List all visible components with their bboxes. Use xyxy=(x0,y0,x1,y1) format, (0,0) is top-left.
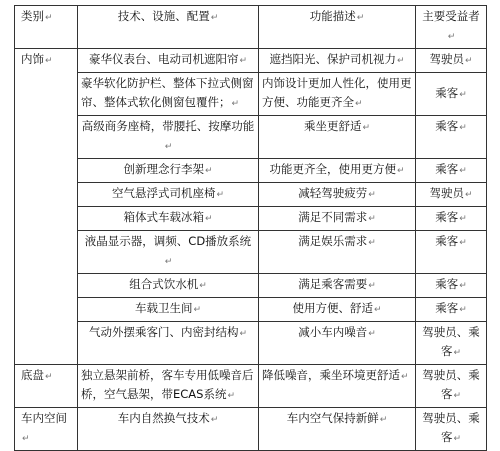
beneficiary-cell: 乘客↵ xyxy=(416,159,487,183)
table-row xyxy=(15,116,487,159)
beneficiary-cell: 驾驶员、乘客↵ xyxy=(416,365,487,408)
function-cell: 车内空气保持新鲜↵ xyxy=(259,408,416,451)
tech-cell: 组合式饮水机↵ xyxy=(78,274,259,298)
table-row xyxy=(15,365,487,408)
header-function: 功能描述↵ xyxy=(259,6,416,49)
tech-cell: 车载卫生间↵ xyxy=(78,298,259,322)
table-row xyxy=(15,408,487,451)
tech-cell: 箱体式车载冰箱↵ xyxy=(78,207,259,231)
function-cell: 内饰设计更加人性化，使用更方便、功能更齐全↵ xyxy=(259,73,416,116)
beneficiary-cell: 乘客↵ xyxy=(416,207,487,231)
tech-cell: 车内自然换气技术↵ xyxy=(78,408,259,451)
beneficiary-cell: 乘客↵ xyxy=(416,298,487,322)
function-cell: 降低噪音，乘坐环境更舒适↵ xyxy=(259,365,416,408)
tech-cell: 高级商务座椅，带腰托、按摩功能↵ xyxy=(78,116,259,159)
function-cell: 减轻驾驶疲劳↵ xyxy=(259,183,416,207)
features-table xyxy=(14,5,487,451)
tech-cell: 气动外摆乘客门、内密封结构↵ xyxy=(78,322,259,365)
beneficiary-cell: 驾驶员↵ xyxy=(416,49,487,73)
function-cell: 满足不同需求↵ xyxy=(259,207,416,231)
beneficiary-cell: 驾驶员↵ xyxy=(416,183,487,207)
beneficiary-cell: 驾驶员、乘客↵ xyxy=(416,322,487,365)
beneficiary-cell: 乘客↵ xyxy=(416,116,487,159)
tech-cell: 液晶显示器，调频、CD播放系统↵ xyxy=(78,231,259,274)
table-row xyxy=(15,159,487,183)
function-cell: 遮挡阳光、保护司机视力↵ xyxy=(259,49,416,73)
table-row xyxy=(15,183,487,207)
table-header-row xyxy=(15,6,487,49)
beneficiary-cell: 驾驶员、乘客↵ xyxy=(416,408,487,451)
header-category: 类别↵ xyxy=(15,6,78,49)
function-cell: 满足娱乐需求↵ xyxy=(259,231,416,274)
function-cell: 使用方便、舒适↵ xyxy=(259,298,416,322)
category-interior: 内饰↵ xyxy=(15,49,78,365)
tech-cell: 豪华仪表台、电动司机遮阳帘↵ xyxy=(78,49,259,73)
table-row xyxy=(15,49,487,73)
function-cell: 功能更齐全，使用更方便↵ xyxy=(259,159,416,183)
table-row xyxy=(15,274,487,298)
header-beneficiary: 主要受益者↵ xyxy=(416,6,487,49)
table-row xyxy=(15,73,487,116)
tech-cell: 独立悬架前桥，客车专用低噪音后桥，空气悬架，带ECAS系统↵ xyxy=(78,365,259,408)
tech-cell: 空气悬浮式司机座椅↵ xyxy=(78,183,259,207)
beneficiary-cell: 乘客↵ xyxy=(416,231,487,274)
table-row xyxy=(15,207,487,231)
table-row xyxy=(15,298,487,322)
tech-cell: 豪华软化防护栏、整体下拉式侧窗帘、整体式软化侧窗包覆件；↵ xyxy=(78,73,259,116)
table-row xyxy=(15,322,487,365)
table-row xyxy=(15,231,487,274)
category-chassis: 底盘↵ xyxy=(15,365,78,408)
beneficiary-cell: 乘客↵ xyxy=(416,73,487,116)
beneficiary-cell: 乘客↵ xyxy=(416,274,487,298)
function-cell: 乘坐更舒适↵ xyxy=(259,116,416,159)
tech-cell: 创新理念行李架↵ xyxy=(78,159,259,183)
function-cell: 减小车内噪音↵ xyxy=(259,322,416,365)
category-cabin: 车内空间↵ xyxy=(15,408,78,451)
function-cell: 满足乘客需要↵ xyxy=(259,274,416,298)
header-tech: 技术、设施、配置↵ xyxy=(78,6,259,49)
